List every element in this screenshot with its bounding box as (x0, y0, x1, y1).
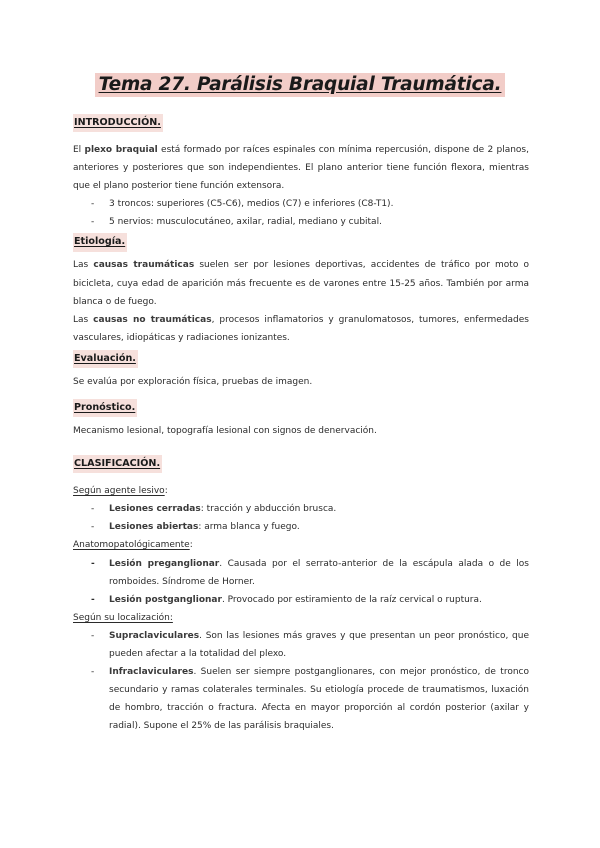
localizacion-label-line (73, 609, 529, 627)
document-body (73, 112, 529, 735)
intro-text-a: El (73, 145, 85, 155)
evaluacion-text: Se evalúa por exploración física, pruebas de imagen. (73, 376, 313, 387)
item-text: : tracción y abducción brusca. (200, 504, 337, 515)
clasificacion-heading: CLASIFICACIÓN. (73, 455, 162, 473)
agente-list (73, 500, 529, 536)
list-item: - 3 troncos: superiores (C5-C6), medios (C7) e inferiores (C8-T1). (91, 195, 529, 213)
pronostico-heading: Pronóstico. (73, 399, 137, 417)
anatomo-list (73, 555, 529, 609)
etiologia-heading: Etiología. (73, 233, 127, 251)
intro-list (73, 195, 529, 231)
causas-traumaticas-term: causas traumáticas (93, 260, 195, 271)
agente-label-line (73, 482, 529, 500)
anatomo-label: Anatomopatológicamente (73, 540, 190, 551)
etiologia-paragraph-2 (73, 311, 529, 347)
list-item (91, 627, 529, 663)
item-term: Lesión postganglionar (109, 594, 222, 605)
list-item (91, 500, 529, 518)
item-text: : arma blanca y fuego. (198, 522, 300, 533)
item-text: . Son las lesiones más graves y que presentan un peor pronóstico, que pueden afectar a la totalidad del plexo. (109, 630, 529, 659)
intro-text-c: está formado por raíces espinales con mínima repercusión, dispone de 2 planos, anteriores y posteriores que son independientes. El plano anterior tiene función flexora, mientras que el plano posterior tiene función extensora. (73, 145, 529, 192)
list-item: - 5 nervios: musculocutáneo, axilar, radial, mediano y cubital. (91, 213, 529, 231)
item-term: Lesión preganglionar (109, 558, 220, 569)
list-item (91, 555, 529, 591)
localizacion-list (73, 627, 529, 736)
intro-paragraph (73, 141, 529, 195)
plexo-braquial-term: plexo braquial (84, 145, 158, 155)
evaluacion-heading: Evaluación. (73, 350, 138, 368)
etiologia-paragraph-1 (73, 256, 529, 310)
anatomo-label-line (73, 536, 529, 554)
agente-suffix: : (164, 486, 168, 497)
agente-label: Según agente lesivo (73, 486, 165, 497)
list-item (91, 518, 529, 536)
etio-text-a: Las (73, 260, 94, 271)
etio2-text-a: Las (73, 314, 94, 325)
list-item (91, 663, 529, 735)
item-text: . Suelen ser siempre postganglionares, con mejor pronóstico, de tronco secundario y ramas colaterales terminales. Su etiología procede de traumatismos, luxación de hombro, tracción o fractura. Afecta en mayor proporción al cordón posterior (axilar y radial). Supone el 25% de las parálisis braquiales. (109, 667, 529, 732)
item-term: Lesiones abiertas (109, 522, 199, 533)
causas-no-traumaticas-term: causas no traumáticas (93, 314, 212, 325)
localizacion-label: Según su localización: (73, 612, 173, 623)
etio-text-c: suelen ser por lesiones deportivas, accidentes de tráfico por moto o bicicleta, cuya edad de aparición más frecuente es de varones entre 15-25 años. También por arma blanca o de fuego. (73, 260, 529, 307)
page-title: Tema 27. Parálisis Braquial Traumática. (95, 73, 506, 97)
anatomo-suffix: : (189, 540, 193, 551)
item-term: Infraclaviculares (109, 667, 194, 678)
item-term: Lesiones cerradas (109, 504, 201, 515)
etio2-text-c: , procesos inflamatorios y granulomatosos, tumores, enfermedades vasculares, idiopáticas y radiaciones ionizantes. (73, 314, 529, 343)
pronostico-text: Mecanismo lesional, topografía lesional con signos de denervación. (73, 426, 377, 437)
item-text: . Provocado por estiramiento de la raíz cervical o ruptura. (221, 594, 482, 605)
title-block (0, 73, 600, 97)
list-item (91, 591, 529, 609)
item-term: Supraclaviculares (109, 630, 200, 641)
item-text: . Causada por el serrato-anterior de la escápula alada o de los romboides. Síndrome de Horner. (109, 558, 529, 587)
intro-heading: INTRODUCCIÓN. (73, 114, 163, 132)
